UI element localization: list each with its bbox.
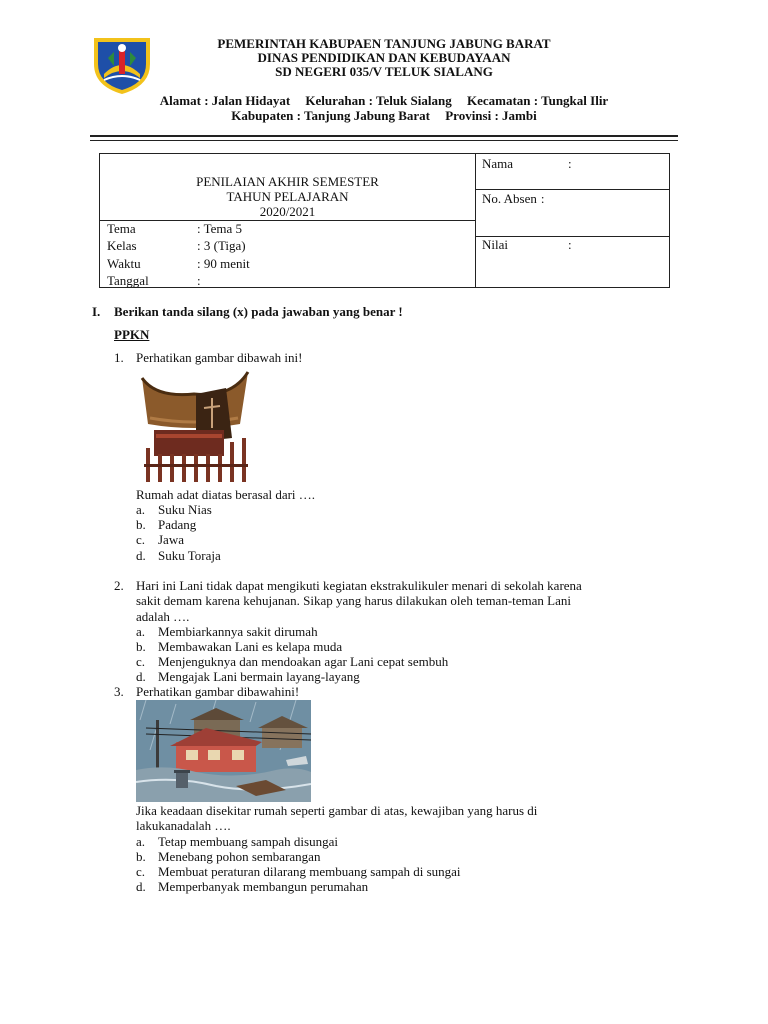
section-number: I. xyxy=(92,304,101,319)
field-nilai[interactable]: Nilai : xyxy=(482,237,572,252)
address-kecamatan: Kecamatan : Tungkal Ilir xyxy=(466,93,609,108)
exam-info-box xyxy=(99,153,670,288)
question-1-option-d[interactable]: d. Suku Toraja xyxy=(136,548,221,563)
question-3-stem: Jika keadaan disekitar rumah seperti gambar di atas, kewajiban yang harus di lakukanadalah …. xyxy=(136,803,538,834)
question-1-option-b[interactable]: b. Padang xyxy=(136,517,197,532)
question-3-option-b[interactable]: b. Menebang pohon sembarangan xyxy=(136,849,321,864)
section-instruction-text: Berikan tanda silang (x) pada jawaban yang benar ! xyxy=(114,304,403,319)
address-kabupaten: Kabupaten : Tanjung Jabung Barat xyxy=(231,108,430,123)
question-1-option-c[interactable]: c. Jawa xyxy=(136,532,184,547)
question-1-intro: 1. Perhatikan gambar dibawah ini! xyxy=(114,350,303,365)
address-kelurahan: Kelurahan : Teluk Sialang xyxy=(305,93,452,108)
question-3-option-d[interactable]: d. Memperbanyak membangun perumahan xyxy=(136,879,369,894)
question-1-stem: Rumah adat diatas berasal dari …. xyxy=(136,487,316,502)
question-2-number: 2. xyxy=(114,578,124,593)
exam-title-line-1: PENILAIAN AKHIR SEMESTER xyxy=(196,174,379,189)
letterhead-line-3: SD NEGERI 035/V TELUK SIALANG xyxy=(275,64,493,79)
flooded-houses-image xyxy=(136,700,311,802)
meta-kelas: Kelas : 3 (Tiga) xyxy=(107,238,246,253)
question-2-option-b[interactable]: b. Membawakan Lani es kelapa muda xyxy=(136,639,343,654)
question-3-intro: 3. Perhatikan gambar dibawahini! xyxy=(114,684,300,699)
question-2-stem: 2. Hari ini Lani tidak dapat mengikuti kegiatan ekstrakulikuler menari di sekolah karena sakit demam karena kehujanan. Sikap yang harus dilakukan oleh teman-teman Lani adalah …. xyxy=(114,578,582,624)
meta-waktu: Waktu : 90 menit xyxy=(107,256,250,271)
question-2-option-c[interactable]: c. Menjenguknya dan mendoakan agar Lani cepat sembuh xyxy=(136,654,449,669)
header-divider-thick xyxy=(90,135,678,137)
section-instruction xyxy=(92,304,403,320)
school-address xyxy=(0,93,768,123)
question-3-option-c[interactable]: c. Membuat peraturan dilarang membuang sampah di sungai xyxy=(136,864,461,879)
meta-tema: Tema : Tema 5 xyxy=(107,221,243,236)
question-1-option-a[interactable]: a. Suku Nias xyxy=(136,502,212,517)
exam-title xyxy=(100,174,475,219)
field-nama[interactable]: Nama : xyxy=(482,156,572,171)
letterhead-line-1: PEMERINTAH KABUPAEN TANJUNG JABUNG BARAT xyxy=(217,36,551,51)
letterhead xyxy=(0,37,768,79)
question-3-option-a[interactable]: a. Tetap membuang sampah disungai xyxy=(136,834,338,849)
question-2-option-d[interactable]: d. Mengajak Lani bermain layang-layang xyxy=(136,669,360,684)
header-divider-thin xyxy=(90,140,678,141)
letterhead-line-2: DINAS PENDIDIKAN DAN KEBUDAYAAN xyxy=(257,50,511,65)
meta-tanggal: Tanggal : xyxy=(107,273,201,288)
exam-title-line-3: 2020/2021 xyxy=(259,204,316,219)
question-3-number: 3. xyxy=(114,684,124,699)
toraja-house-image xyxy=(136,368,252,484)
exam-title-line-2: TAHUN PELAJARAN xyxy=(226,189,349,204)
question-2-option-a[interactable]: a. Membiarkannya sakit dirumah xyxy=(136,624,318,639)
subject-heading: PPKN xyxy=(114,327,150,342)
address-street: Alamat : Jalan Hidayat xyxy=(159,93,291,108)
field-no-absen[interactable]: No. Absen : xyxy=(482,191,545,206)
question-1-number: 1. xyxy=(114,350,124,365)
address-provinsi: Provinsi : Jambi xyxy=(445,108,537,123)
